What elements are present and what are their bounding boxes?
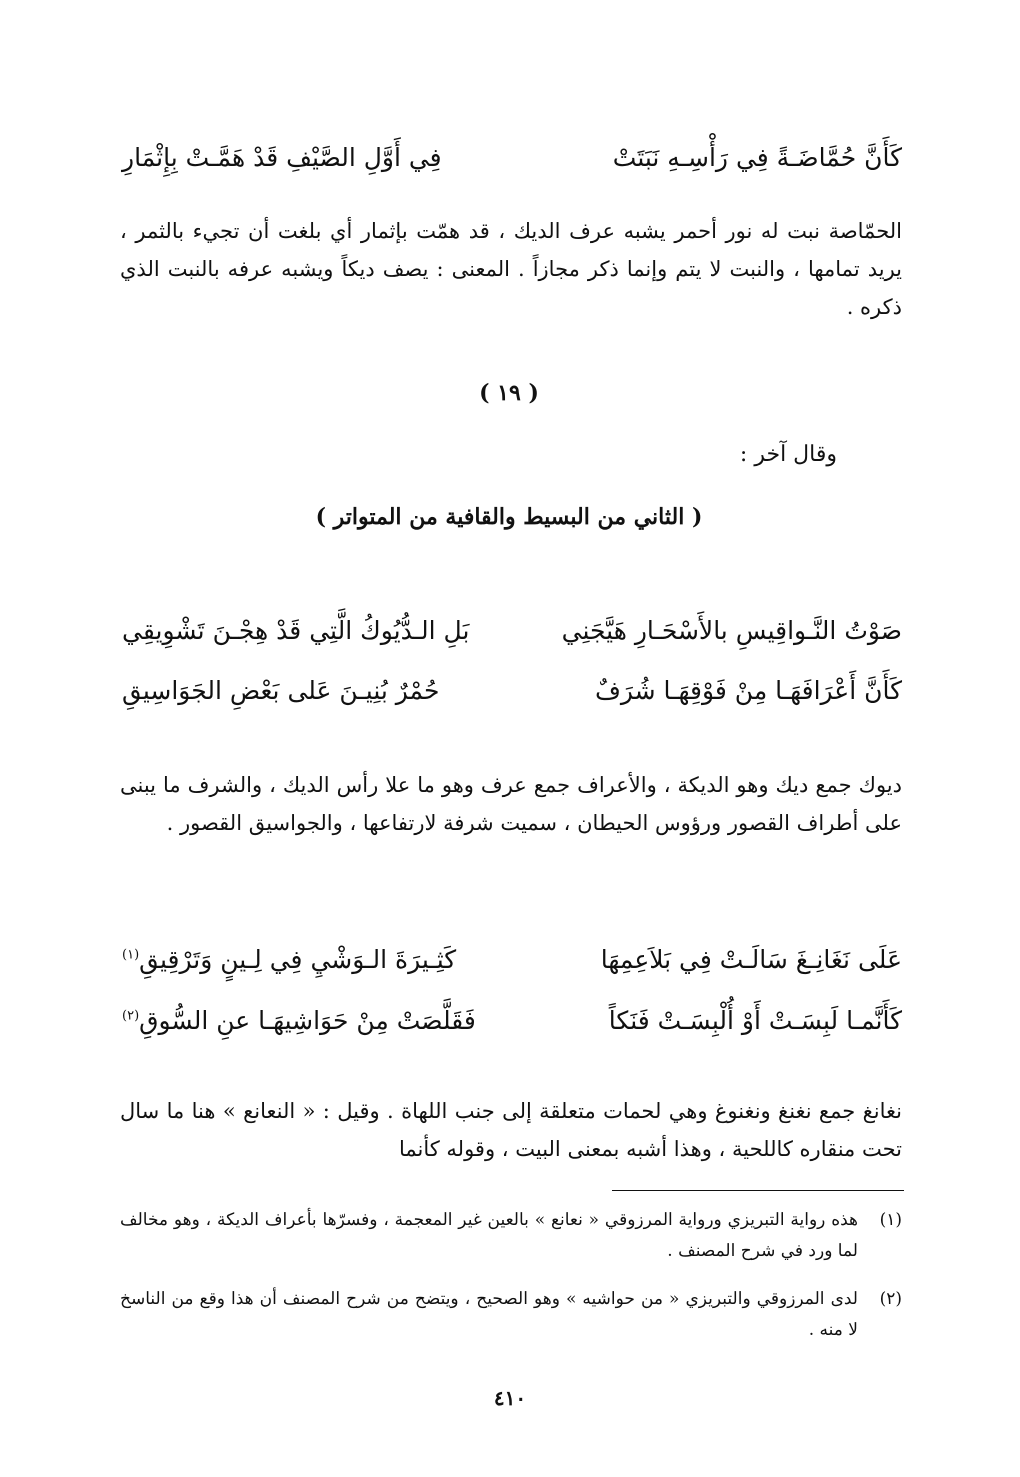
verse-4-second-hemistich: [122, 945, 456, 974]
verse-5-second-hemistich: [122, 1006, 476, 1035]
verse-line-2: [122, 605, 902, 655]
verse-4-second-text: كَثِـيرَةَ الـوَشْيِ فِي لِـينٍ وَتَرْقِيقِ: [139, 944, 457, 974]
footnote-2-number: (٢): [879, 1289, 902, 1309]
footnote-1: [120, 1205, 902, 1267]
commentary-paragraph-3: نغانغ جمع نغنغ ونغنوغ وهي لحمات متعلقة إلى جنب اللهاة . وقيل : « النعانع » هنا ما سال تحت منقاره كاللحية ، وهذا أشبه بمعنى البيت ، وقوله كأنما: [120, 1099, 902, 1161]
verse-3-first-hemistich: كَأَنَّ أَعْرَافَهَـا مِنْ فَوْقِهَـا شُرَفٌ: [594, 675, 902, 705]
verse-1-first-hemistich: كَأَنَّ حُمَّاضَـةً فِي رَأْسِـهِ نَبَتَتْ: [612, 142, 902, 172]
verse-5-second-text: فَقَلَّصَتْ مِنْ حَوَاشِيهَـا عنِ السُّوقِ: [139, 1005, 476, 1035]
verse-line-5: [122, 995, 902, 1045]
commentary-paragraph-1: الحمّاصة نبت له نور أحمر يشبه عرف الديك ، قد همّت بإثمار أي بلغت أن تجيء بالثمر ، يريد تمامها ، والنبت لا يتم وإنما ذكر مجازاً . المعنى : يصف ديكاً ويشبه عرفه بالنبت الذي ذكره .: [120, 219, 902, 319]
verse-line-4: [122, 934, 902, 984]
verse-5-first-hemistich: كَأَنَّمـا لَبِسَـتْ أَوْ أُلْبِسَـتْ فَنَكاً: [608, 1005, 902, 1035]
footnote-1-number: (١): [879, 1210, 902, 1230]
verse-2-first-hemistich: صَوْتُ النَّـواقِيسِ بالأَسْحَـارِ هَيَّجَنِي: [561, 615, 902, 645]
verse-1-second-hemistich: فِي أَوَّلِ الصَّيْفِ قَدْ هَمَّـتْ بِإِثْمَارِ: [122, 142, 442, 172]
verse-3-second-hemistich: حُمْرٌ بُنِيـنَ عَلى بَعْضِ الجَوَاسِيقِ: [122, 675, 440, 705]
footnote-2-text: لدى المرزوقي والتبريزي « من حواشيه » وهو الصحيح ، ويتضح من شرح المصنف أن هذا وقع من الناسخ لا منه .: [120, 1289, 858, 1340]
footnote-separator: [612, 1190, 904, 1191]
footnote-2: [120, 1284, 902, 1346]
commentary-paragraph-2: ديوك جمع ديك وهو الديكة ، والأعراف جمع عرف وهو ما علا رأس الديك ، والشرف ما يبنى على أطراف القصور ورؤوس الحيطان ، سميت شرفة لارتفاعها ، والجواسيق القصور .: [120, 773, 902, 835]
footnote-ref-1: (١): [122, 947, 140, 963]
meter-note: ( الثاني من البسيط والقافية من المتواتر ): [315, 504, 703, 530]
verse-2-second-hemistich: بَلِ الـدُّيُوكُ الَّتِي قَدْ هِجْـنَ تَشْوِيقِي: [122, 615, 470, 645]
verse-4-first-hemistich: عَلَى نَغَانِـغَ سَالَـتْ فِي بَلاَعِمِهَا: [600, 944, 902, 974]
footnote-ref-2: (٢): [122, 1008, 140, 1024]
verse-line-1: [122, 132, 902, 182]
verse-line-3: [122, 665, 902, 715]
poem-intro: وقال آخر :: [739, 442, 837, 467]
footnote-1-text: هذه رواية التبريزي ورواية المرزوقي « نعانع » بالعين غير المعجمة ، وفسرّها بأعراف الديكة ، وهو مخالف لما ورد في شرح المصنف .: [120, 1210, 858, 1261]
page-number: ٤١٠: [493, 1386, 527, 1410]
section-number: ( ١٩ ): [479, 380, 539, 406]
